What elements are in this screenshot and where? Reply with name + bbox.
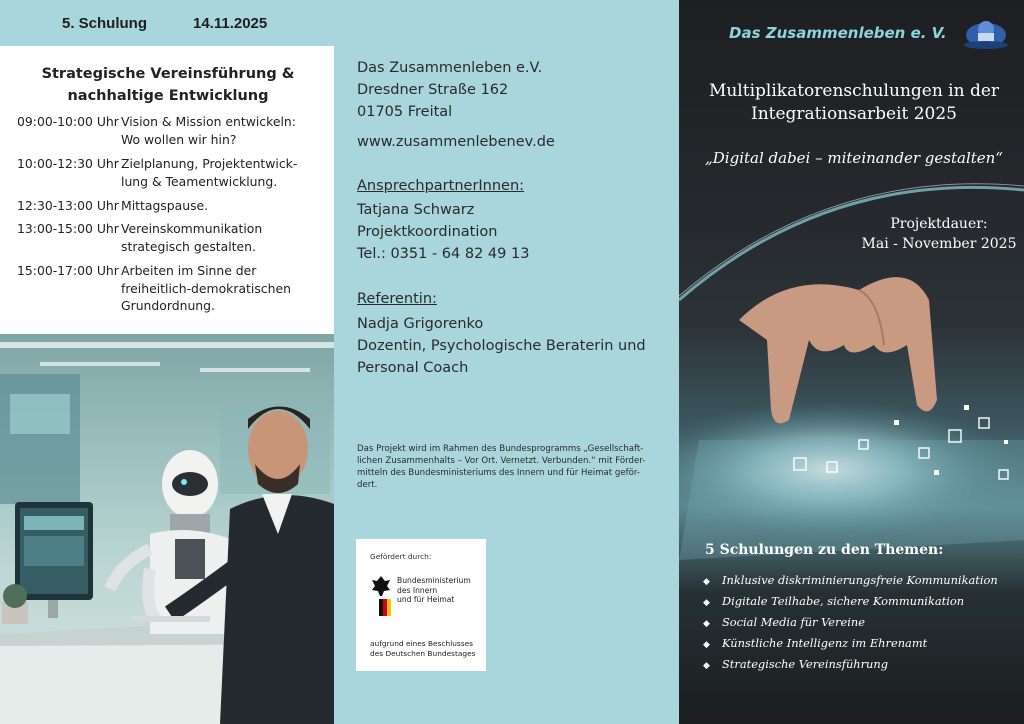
project-title: Multiplikatorenschulungen in der Integrationsarbeit 2025 xyxy=(708,81,1000,124)
topic-item: ◆ Strategische Vereinsführung xyxy=(703,657,889,671)
schedule-topic: Zielplanung, Projektentwick- lung & Teamentwicklung. xyxy=(121,156,298,189)
speaker-role-2: Personal Coach xyxy=(357,360,469,376)
schedule-topic: Vision & Mission entwickeln: Wo wollen wir hin? xyxy=(121,114,296,147)
topic-item: ◆ Digitale Teilhabe, sichere Kommunikation xyxy=(703,594,965,608)
office-ai-illustration xyxy=(0,334,334,724)
bullet-icon: ◆ xyxy=(703,661,710,671)
funding-note: Das Projekt wird im Rahmen des Bundesprogramms „Gesellschaft- lichen Zusammenhalts – Vor Ort. Vernetzt. Verbunden.“ mit Förder- mitteln des Bundesministeriums des Innern und für Heimat geför- dert. xyxy=(357,444,646,490)
schedule-time: 10:00-12:30 Uhr xyxy=(17,156,119,171)
organization-logo-icon xyxy=(962,15,1010,51)
address-org: Das Zusammenleben e.V. xyxy=(357,60,543,76)
contacts-heading: AnsprechpartnerInnen: xyxy=(357,178,525,194)
session-number: 5. Schulung xyxy=(62,15,148,32)
schedule-topic: Arbeiten im Sinne der freiheitlich-demokratischen Grundordnung. xyxy=(121,263,291,313)
address-city: 01705 Freital xyxy=(357,104,453,120)
bundestag-resolution: aufgrund eines Beschlusses des Deutschen Bundestages xyxy=(370,639,476,658)
federal-eagle-icon xyxy=(370,574,392,616)
bullet-icon: ◆ xyxy=(703,598,710,608)
speaker-name: Nadja Grigorenko xyxy=(357,316,484,332)
bullet-icon: ◆ xyxy=(703,619,710,629)
project-duration: Projektdauer: Mai - November 2025 xyxy=(861,216,1017,252)
robot-and-man-image xyxy=(0,334,334,724)
speaker-role: Dozentin, Psychologische Beraterin und xyxy=(357,338,646,354)
session-title: Strategische Vereinsführung & nachhaltige Entwicklung xyxy=(41,66,295,104)
schedule-time: 15:00-17:00 Uhr xyxy=(17,263,119,278)
bullet-icon: ◆ xyxy=(703,640,710,650)
topic-item: ◆ Künstliche Intelligenz im Ehrenamt xyxy=(703,636,928,650)
schedule-time: 13:00-15:00 Uhr xyxy=(17,221,119,236)
contact-name: Tatjana Schwarz xyxy=(357,202,475,218)
left-panel xyxy=(0,0,334,724)
middle-panel xyxy=(334,0,679,724)
topics-heading: 5 Schulungen zu den Themen: xyxy=(705,542,944,558)
schedule-topic: Vereinskommunikation strategisch gestalten. xyxy=(121,221,263,254)
topic-item: ◆ Inklusive diskriminierungsfreie Kommunikation xyxy=(703,573,998,587)
website-link[interactable]: www.zusammenlebenev.de xyxy=(357,134,555,150)
organization-name: Das Zusammenleben e. V. xyxy=(729,24,947,42)
schedule-time: 09:00-10:00 Uhr xyxy=(17,114,119,129)
topic-item: ◆ Social Media für Vereine xyxy=(703,615,865,629)
session-header xyxy=(0,0,334,46)
speaker-heading: Referentin: xyxy=(357,291,437,307)
supported-by-label: Gefördert durch: xyxy=(370,552,432,561)
contact-phone: Tel.: 0351 - 64 82 49 13 xyxy=(357,246,530,262)
contact-role: Projektkoordination xyxy=(357,224,498,240)
bullet-icon: ◆ xyxy=(703,577,710,587)
right-panel xyxy=(679,0,1024,724)
project-motto: „Digital dabei – miteinander gestalten“ xyxy=(705,149,1003,167)
address-street: Dresdner Straße 162 xyxy=(357,82,509,98)
session-date: 14.11.2025 xyxy=(193,15,268,32)
ministry-name: Bundesministerium des Innern und für Heimat xyxy=(397,576,471,604)
schedule-time: 12:30-13:00 Uhr xyxy=(17,198,119,213)
funding-logo xyxy=(356,539,486,671)
schedule-topic: Mittagspause. xyxy=(121,198,209,213)
